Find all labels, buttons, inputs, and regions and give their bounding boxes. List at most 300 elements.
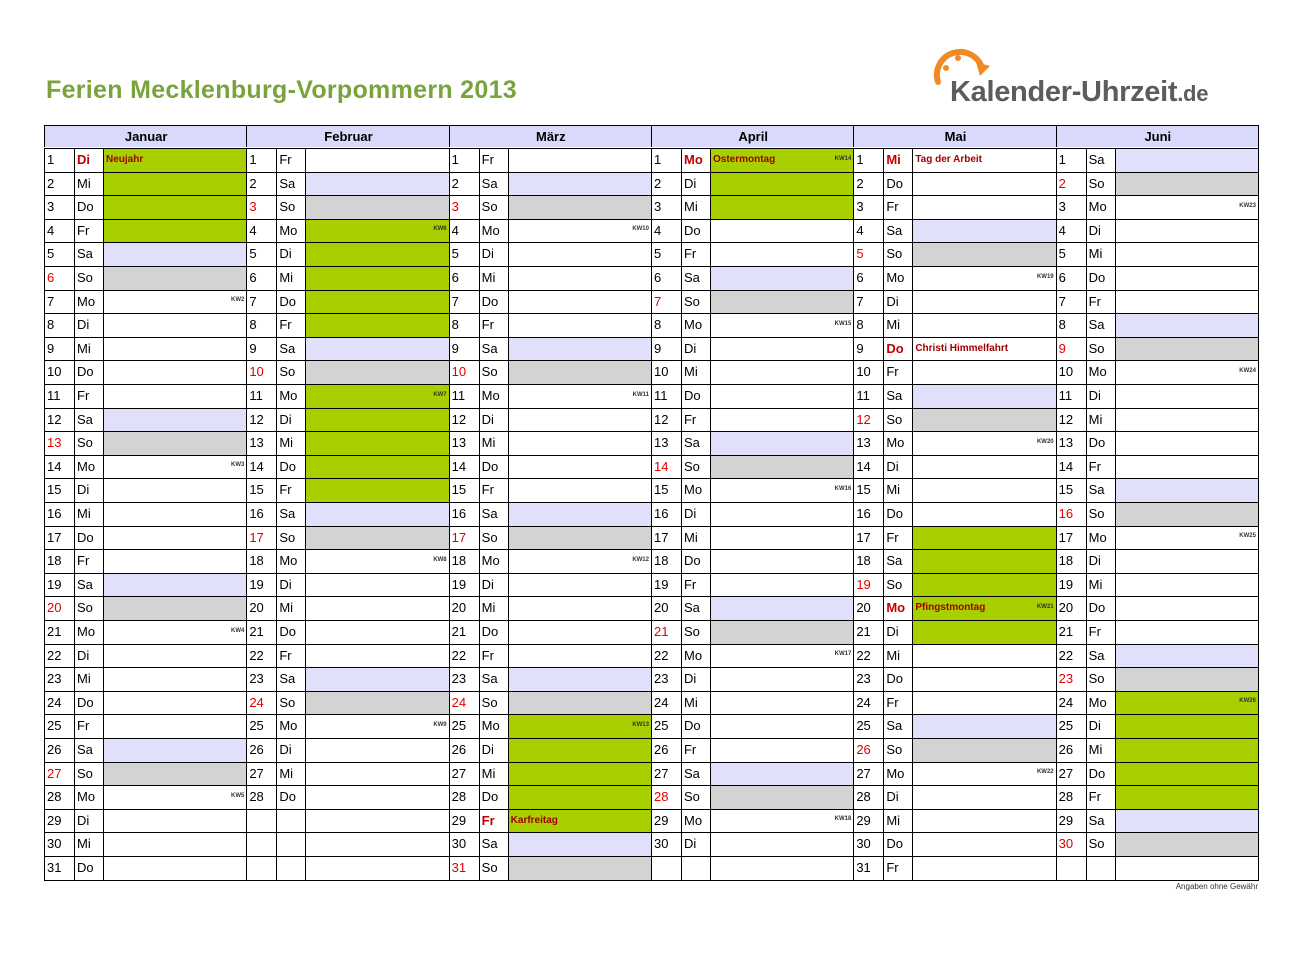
- weekday-label: Sa: [683, 270, 700, 285]
- day-note-cell: [1115, 620, 1258, 644]
- weekday-label: Mo: [1088, 529, 1107, 545]
- weekday-label: Di: [886, 624, 899, 639]
- day-note-cell: [1115, 360, 1258, 384]
- grid-line-v: [681, 148, 682, 880]
- day-note-cell: [508, 337, 651, 361]
- logo-main: Kalender-Uhrzeit: [950, 76, 1178, 108]
- day-number: 16: [451, 506, 467, 521]
- weekday-label: Sa: [886, 718, 903, 734]
- week-number: KW11: [632, 391, 649, 398]
- weekday-label: Mo: [279, 388, 298, 403]
- day-note-cell: [1115, 832, 1258, 856]
- day-number: 6: [451, 270, 459, 285]
- weekday-label: Mi: [1088, 742, 1103, 757]
- day-note-cell: [305, 148, 448, 172]
- weekday-label: Di: [77, 812, 90, 828]
- day-number: 2: [653, 175, 662, 191]
- grid-line-v: [103, 148, 104, 880]
- day-note-cell: [103, 384, 246, 408]
- weekday-label: Mi: [481, 765, 496, 781]
- week-number: KW8: [433, 556, 447, 563]
- day-note-cell: [710, 313, 853, 337]
- grid-line-h: [44, 809, 1259, 810]
- day-number: 21: [249, 624, 264, 639]
- holiday-note: Tag der Arbeit: [915, 154, 982, 165]
- day-number: 20: [856, 600, 871, 616]
- day-note-cell: [912, 313, 1055, 337]
- day-note-cell: [710, 596, 853, 620]
- weekday-label: Fr: [1088, 789, 1101, 805]
- weekday-label: Di: [481, 742, 494, 757]
- week-number: KW2: [230, 297, 245, 304]
- day-number: 4: [653, 222, 662, 238]
- day-number: 16: [653, 506, 669, 521]
- day-note-cell: [305, 549, 448, 573]
- day-number: 5: [653, 246, 662, 262]
- day-number: 4: [451, 222, 459, 238]
- week-number: KW22: [1036, 769, 1054, 776]
- day-number: 2: [249, 175, 257, 191]
- day-number: 24: [653, 694, 669, 710]
- day-note-cell: [912, 242, 1055, 266]
- day-note-cell: [1115, 478, 1258, 502]
- week-number: KW16: [834, 485, 852, 492]
- week-number: KW17: [834, 651, 852, 658]
- weekday-label: Sa: [481, 506, 498, 521]
- grid-line-h: [44, 384, 1259, 385]
- weekday-label: Mo: [481, 553, 500, 569]
- day-note-cell: [103, 809, 246, 833]
- day-note-cell: [508, 408, 651, 432]
- weekday-label: So: [279, 529, 296, 545]
- weekday-label: Do: [77, 529, 94, 545]
- weekday-label: Fr: [77, 222, 90, 238]
- day-note-cell: [710, 620, 853, 644]
- weekday-label: So: [279, 199, 296, 215]
- weekday-label: Do: [683, 222, 701, 238]
- day-number: 3: [451, 199, 459, 215]
- day-note-cell: [912, 502, 1055, 526]
- week-number: KW23: [1239, 202, 1256, 209]
- month-header-1: Februar: [246, 125, 449, 147]
- weekday-label: Mo: [481, 222, 500, 238]
- day-note-cell: [1115, 667, 1258, 691]
- day-number: 18: [1058, 553, 1074, 569]
- weekday-label: So: [481, 860, 498, 875]
- weekday-label: Fr: [1088, 458, 1101, 474]
- day-note-cell: [1115, 290, 1258, 314]
- day-number: 1: [47, 152, 55, 167]
- day-note-cell: [710, 667, 853, 691]
- weekday-label: Mi: [77, 836, 91, 852]
- week-number: KW7: [433, 391, 447, 398]
- day-number: 24: [1058, 694, 1074, 710]
- day-note-cell: [1115, 762, 1258, 786]
- day-number: 23: [653, 671, 669, 687]
- day-note-cell: [103, 242, 246, 266]
- weekday-label: Mo: [1088, 364, 1107, 380]
- day-note-cell: [1115, 313, 1258, 337]
- weekday-label: Mo: [683, 317, 703, 333]
- grid-line-h: [44, 148, 1259, 149]
- weekday-label: Fr: [77, 718, 90, 734]
- day-note-cell: [710, 408, 853, 432]
- day-note-cell: [103, 738, 246, 762]
- disclaimer-note: Angaben ohne Gewähr: [1175, 882, 1258, 891]
- grid-line-v: [479, 148, 480, 880]
- day-number: 31: [47, 860, 62, 875]
- day-note-cell: [103, 549, 246, 573]
- day-note-cell: [103, 266, 246, 290]
- day-note-cell: [508, 714, 651, 738]
- weekday-label: Fr: [683, 246, 697, 262]
- day-note-cell: [1115, 337, 1258, 361]
- day-number: 5: [249, 246, 257, 262]
- weekday-label: Fr: [279, 647, 292, 663]
- day-number: 2: [47, 175, 55, 191]
- day-note-cell: [912, 714, 1055, 738]
- day-note-cell: [912, 195, 1055, 219]
- weekday-label: Do: [683, 388, 701, 403]
- weekday-label: Mo: [481, 388, 500, 403]
- day-number: 4: [1058, 222, 1066, 238]
- day-number: 4: [47, 222, 55, 238]
- weekday-label: Di: [1088, 718, 1101, 734]
- day-note-cell: [710, 431, 853, 455]
- day-note-cell: [508, 290, 651, 314]
- day-note-cell: [508, 148, 651, 172]
- day-note-cell: [1115, 266, 1258, 290]
- grid-line-h: [44, 172, 1259, 173]
- weekday-label: Do: [279, 789, 296, 805]
- weekday-label: Do: [77, 860, 94, 875]
- weekday-label: Di: [683, 506, 697, 521]
- day-note-cell: [305, 762, 448, 786]
- day-number: 23: [856, 671, 871, 687]
- weekday-label: Sa: [683, 600, 700, 616]
- weekday-label: Do: [77, 364, 94, 380]
- day-number: 14: [451, 458, 467, 474]
- day-number: 23: [47, 671, 62, 687]
- day-number: 6: [249, 270, 257, 285]
- grid-line-h: [44, 502, 1259, 503]
- weekday-label: Di: [683, 175, 697, 191]
- grid-line-h: [44, 714, 1259, 715]
- day-number: 26: [249, 742, 264, 757]
- weekday-label: Do: [77, 694, 94, 710]
- day-number: 30: [856, 836, 871, 852]
- day-number: 20: [653, 600, 669, 616]
- day-note-cell: [103, 620, 246, 644]
- grid-line-v: [276, 148, 277, 880]
- day-number: 27: [653, 765, 669, 781]
- day-note-cell: [912, 809, 1055, 833]
- day-note-cell: [508, 313, 651, 337]
- day-note-cell: [508, 384, 651, 408]
- day-note-cell: [508, 738, 651, 762]
- weekday-label: So: [77, 765, 93, 781]
- day-number: 31: [451, 860, 467, 875]
- day-note-cell: [305, 526, 448, 550]
- grid-line-v: [74, 148, 75, 880]
- day-number: 6: [856, 270, 864, 285]
- weekday-label: So: [279, 694, 296, 710]
- day-number: 10: [47, 364, 62, 380]
- grid-line-v: [44, 148, 45, 880]
- holiday-note: Pfingstmontag KW21: [912, 596, 1055, 620]
- day-number: 13: [47, 435, 62, 451]
- day-number: 20: [249, 600, 264, 616]
- weekday-label: Fr: [481, 152, 494, 167]
- day-note-cell: [710, 266, 853, 290]
- weekday-label: Sa: [77, 742, 93, 757]
- grid-line-h: [44, 880, 1259, 881]
- day-note-cell: [305, 573, 448, 597]
- weekday-label: Di: [1088, 388, 1101, 403]
- weekday-label: Mo: [886, 270, 905, 285]
- weekday-label: Mo: [886, 765, 905, 781]
- day-number: 23: [249, 671, 264, 687]
- weekday-label: Di: [886, 458, 899, 474]
- day-number: 21: [47, 624, 62, 639]
- day-note-cell: [1115, 455, 1258, 479]
- weekday-label: Di: [279, 576, 292, 592]
- day-number: 15: [653, 482, 669, 498]
- day-note-cell: [103, 172, 246, 196]
- weekday-label: Mo: [77, 789, 96, 805]
- day-number: 15: [1058, 482, 1074, 498]
- grid-line-v: [1086, 148, 1087, 880]
- week-number: KW24: [1239, 367, 1256, 374]
- day-number: 2: [451, 175, 459, 191]
- day-note-cell: [710, 714, 853, 738]
- weekday-label: Fr: [886, 694, 899, 710]
- day-note-cell: [508, 478, 651, 502]
- day-number: 4: [856, 222, 864, 238]
- day-number: 9: [1058, 340, 1066, 356]
- day-note-cell: [1115, 691, 1258, 715]
- day-note-cell: [103, 290, 246, 314]
- weekday-label: Di: [481, 246, 494, 262]
- weekday-label: Sa: [1088, 317, 1105, 333]
- day-number: 26: [653, 742, 669, 757]
- day-note-cell: [305, 172, 448, 196]
- weekday-label: So: [1088, 175, 1105, 191]
- day-number: 29: [653, 812, 669, 828]
- day-number: 23: [451, 671, 467, 687]
- day-note-cell: [1115, 526, 1258, 550]
- day-number: 28: [47, 789, 62, 805]
- day-number: 26: [1058, 742, 1074, 757]
- weekday-label: Mo: [77, 293, 96, 309]
- weekday-label: Sa: [481, 836, 498, 852]
- day-number: 27: [856, 765, 871, 781]
- day-note-cell: [912, 667, 1055, 691]
- weekday-label: Mi: [1088, 246, 1103, 262]
- brand-logo[interactable]: [920, 42, 1250, 112]
- weekday-label: Mo: [481, 718, 500, 734]
- weekday-label: Do: [683, 553, 701, 569]
- grid-line-h: [44, 360, 1259, 361]
- day-number: 10: [653, 364, 669, 380]
- weekday-label: Di: [279, 742, 292, 757]
- day-number: 10: [451, 364, 467, 380]
- weekday-label: So: [481, 529, 498, 545]
- grid-line-h: [44, 125, 1259, 126]
- day-note-cell: [508, 172, 651, 196]
- day-number: 28: [1058, 789, 1074, 805]
- day-number: 2: [856, 175, 864, 191]
- day-note-cell: [103, 313, 246, 337]
- weekday-label: Di: [886, 293, 899, 309]
- grid-line-h: [44, 266, 1259, 267]
- day-number: 15: [451, 482, 467, 498]
- day-number: 8: [653, 317, 662, 333]
- week-number: KW9: [433, 721, 447, 728]
- weekday-label: Fr: [886, 364, 899, 380]
- weekday-label: Fr: [1088, 624, 1101, 639]
- week-number: KW18: [834, 816, 852, 823]
- weekday-label: Do: [886, 836, 903, 852]
- day-note-cell: [710, 809, 853, 833]
- weekday-label: Fr: [683, 742, 697, 757]
- day-note-cell: [508, 856, 651, 880]
- day-number: 11: [451, 388, 466, 403]
- day-note-cell: [305, 219, 448, 243]
- day-number: 23: [1058, 671, 1074, 687]
- day-number: 14: [47, 458, 62, 474]
- day-note-cell: [103, 431, 246, 455]
- weekday-label: So: [481, 694, 498, 710]
- week-number: KW15: [834, 320, 852, 327]
- day-number: 7: [1058, 293, 1066, 309]
- day-number: 21: [653, 624, 669, 639]
- day-number: 7: [249, 293, 257, 309]
- logo-wordmark: [950, 76, 1208, 109]
- weekday-label: Fr: [481, 812, 495, 828]
- weekday-label: Do: [1088, 435, 1106, 451]
- weekday-label: Di: [481, 576, 494, 592]
- day-number: 14: [249, 458, 264, 474]
- day-note-cell: [710, 691, 853, 715]
- day-number: 22: [856, 647, 871, 663]
- day-number: 6: [653, 270, 662, 285]
- grid-line-h: [44, 856, 1259, 857]
- day-number: 19: [47, 576, 62, 592]
- weekday-label: Mo: [683, 647, 703, 663]
- day-note-cell: [508, 526, 651, 550]
- day-note-cell: [710, 785, 853, 809]
- day-number: 17: [653, 529, 669, 545]
- weekday-label: Fr: [886, 199, 899, 215]
- day-number: 29: [1058, 812, 1074, 828]
- day-note-cell: [103, 455, 246, 479]
- day-number: 14: [856, 458, 871, 474]
- day-number: 24: [249, 694, 264, 710]
- weekday-label: Sa: [77, 411, 93, 427]
- weekday-label: Di: [683, 671, 697, 687]
- weekday-label: Di: [886, 789, 899, 805]
- day-note-cell: [508, 266, 651, 290]
- day-number: 1: [856, 152, 864, 167]
- weekday-label: Sa: [279, 175, 296, 191]
- week-number: KW4: [230, 627, 245, 634]
- day-number: 25: [249, 718, 264, 734]
- day-note-cell: [305, 431, 448, 455]
- weekday-label: Di: [77, 482, 90, 498]
- day-number: 21: [856, 624, 871, 639]
- day-note-cell: [912, 431, 1055, 455]
- weekday-label: Di: [1088, 553, 1101, 569]
- day-note-cell: [1115, 549, 1258, 573]
- weekday-label: So: [683, 293, 700, 309]
- day-number: 9: [451, 340, 459, 356]
- day-note-cell: [912, 455, 1055, 479]
- day-note-cell: [710, 172, 853, 196]
- day-number: 22: [653, 647, 669, 663]
- weekday-label: Fr: [481, 317, 494, 333]
- weekday-label: Mo: [683, 152, 703, 167]
- day-note-cell: [508, 242, 651, 266]
- day-number: 7: [653, 293, 662, 309]
- weekday-label: Mi: [279, 765, 294, 781]
- weekday-label: Do: [1088, 765, 1106, 781]
- day-note-cell: [305, 502, 448, 526]
- day-note-cell: [1115, 384, 1258, 408]
- day-number: 5: [451, 246, 459, 262]
- weekday-label: Do: [77, 199, 94, 215]
- day-number: 11: [653, 388, 668, 403]
- day-number: 29: [856, 812, 871, 828]
- day-number: 10: [1058, 364, 1074, 380]
- weekday-label: Sa: [886, 553, 903, 569]
- grid-line-v: [710, 148, 711, 880]
- day-note-cell: [710, 242, 853, 266]
- day-number: 5: [856, 246, 864, 262]
- day-number: 16: [249, 506, 264, 521]
- weekday-label: Fr: [481, 647, 494, 663]
- weekday-label: So: [683, 458, 700, 474]
- grid-line-v: [1056, 148, 1057, 880]
- weekday-label: Mi: [77, 175, 91, 191]
- day-note-cell: [103, 502, 246, 526]
- weekday-label: Do: [886, 175, 903, 191]
- day-note-cell: [1115, 714, 1258, 738]
- weekday-label: Di: [1088, 222, 1101, 238]
- grid-line-h: [44, 785, 1259, 786]
- day-note-cell: [508, 644, 651, 668]
- day-number: 27: [451, 765, 467, 781]
- day-note-cell: [103, 478, 246, 502]
- day-note-cell: [508, 455, 651, 479]
- day-note-cell: [305, 596, 448, 620]
- weekday-label: Do: [886, 340, 904, 356]
- day-note-cell: [103, 195, 246, 219]
- day-note-cell: [1115, 172, 1258, 196]
- day-number: 16: [47, 506, 62, 521]
- day-number: 30: [653, 836, 669, 852]
- weekday-label: Mo: [1088, 694, 1107, 710]
- day-note-cell: [103, 360, 246, 384]
- day-number: 9: [249, 340, 257, 356]
- day-note-cell: [710, 290, 853, 314]
- day-note-cell: [103, 762, 246, 786]
- weekday-label: Mi: [279, 270, 294, 285]
- day-number: 8: [856, 317, 864, 333]
- day-number: 18: [47, 553, 62, 569]
- weekday-label: So: [481, 364, 498, 380]
- day-number: 1: [653, 152, 662, 167]
